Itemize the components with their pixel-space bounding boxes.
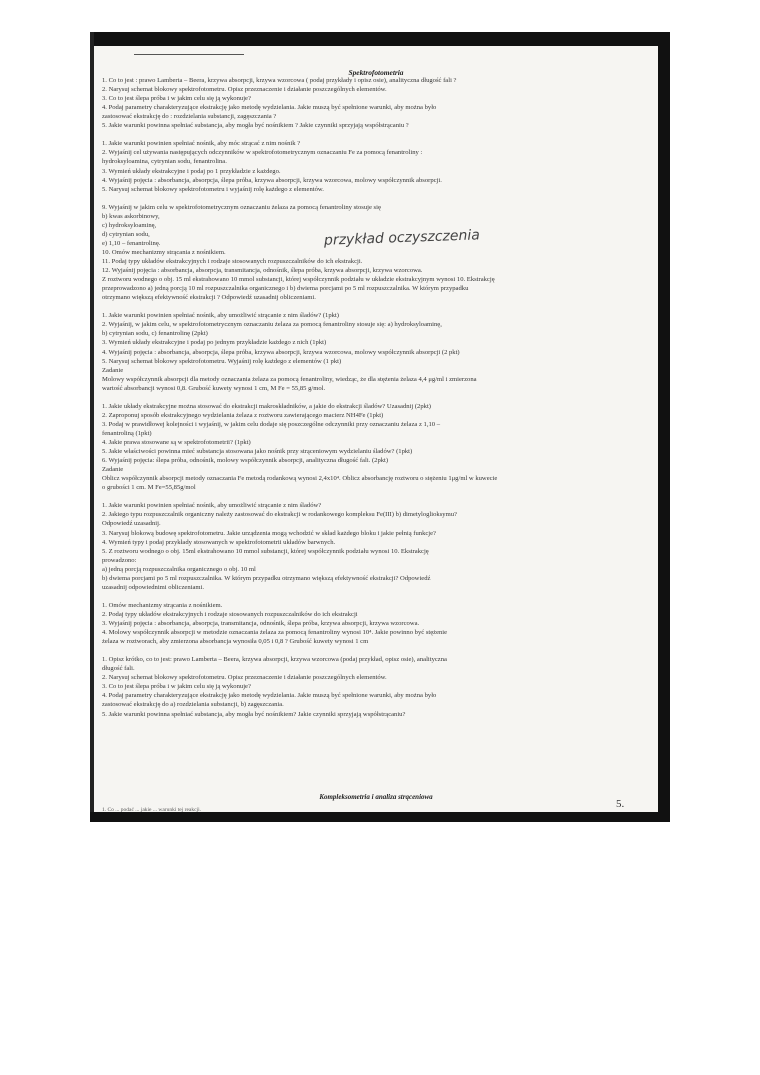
text-line: 1. Jakie warunki powinien spełniać nośnik, aby umożliwić strącanie z nim śladów? [102,502,322,510]
text-line: b) cytrynian sodu, c) fenantrolinę (2pkt) [102,330,208,338]
text-line: Zadanie [102,366,124,374]
text-line: 2. Wyjaśnij cel używania następujących odczynników w spektrofotometrycznym oznaczaniu Fe za pomocą fenantroliny : [102,149,423,157]
text-line: 3. Narysuj blokową budowę spektrofotometru. Jakie urządzenia mogą wchodzić w skład każdego bloku i jakie pełnią funkcje? [102,529,436,537]
scan-edge-bottom [90,812,670,822]
text-line: 12. Wyjaśnij pojęcia : absorbancja, absorpcja, transmitancja, odnośnik, ślepa próba, krzywa absorpcji, krzywa wzorcowa. [102,267,423,275]
text-line: 5. Jakie warunki powinna spełniać substancja, aby mogła być nośnikiem? Jakie czynniki sprzyjają współstrącaniu? [102,710,406,718]
text-line: 2. Narysuj schemat blokowy spektrofotometru. Opisz przeznaczenie i działanie poszczególnych elementów. [102,86,387,94]
text-line: 2. Wyjaśnij, w jakim celu, w spektrofotometrycznym oznaczaniu żelaza za pomocą fenantroliny stosuje się: a) hydroksyloaminę, [102,321,442,329]
text-line: b) dwiema porcjami po 5 ml rozpuszczalnika. W którym przypadku otrzymano większą efektywność ekstrakcji? Odpowiedź [102,574,431,582]
text-line: 5. Z roztworu wodnego o obj. 15ml ekstrahowano 10 mmol substancji, której współczynnik podziału wynosi 10. Ekstrakcję [102,547,429,555]
text-line: zastosować ekstrakcję do a) rozdzielania substancji, b) zagęszczania. [102,701,284,709]
text-line: Molowy współczynnik absorpcji dla metody oznaczania żelaza za pomocą fenantroliny, wiedząc, że dla stężenia żelaza 4,4 μg/ml i zmierzona [102,375,477,383]
text-line: Zadanie [102,466,124,474]
text-line: Z roztworu wodnego o obj. 15 ml ekstrahowano 10 mmol substancji, której współczynnik podziału w układzie ekstrakcyjnym wynosi 10. Ekstrakcję [102,276,495,284]
text-line: c) hydroksyloaminę, [102,221,157,229]
text-line: 4. Wyjaśnij pojęcia : absorbancja, absorpcja, ślepa próba, krzywa absorpcji, krzywa wzorcowa, molowy współczynnik absorpcji. [102,176,442,184]
footer-title: Kompleksometria i analiza strąceniowa [319,793,433,801]
handwritten-note: przykład oczyszczenia [323,227,481,249]
text-line: 9. Wyjaśnij w jakim celu w spektrofotometrycznym oznaczaniu żelaza za pomocą fenantroliny stosuje się [102,203,381,211]
text-line: e) 1,10 – fenantrolinę. [102,239,161,247]
text-line: 2. Podaj typy układów ekstrakcyjnych i rodzaje stosowanych rozpuszczalników do ich ekstrakcji [102,610,358,618]
text-line: uzasadnij odpowiednimi obliczeniami. [102,583,204,591]
text-line: 3. Co to jest ślepa próba i w jakim celu się ją wykonuje? [102,95,251,103]
text-line: fenantroliną (1pkt) [102,429,152,437]
text-line: 3. Wymień układy ekstrakcyjne i podaj po jednym przykładzie każdego z nich (1pkt) [102,339,327,347]
page-title: Spektrofotometria [348,68,404,77]
text-line: 4. Molowy współczynnik absorpcji w metodzie oznaczania żelaza za pomocą fenantroliny wynosi 10⁴. Jakie powinno być stężenie [102,629,448,637]
text-line: 4. Podaj parametry charakteryzujące ekstrakcję jako metodę wydzielania. Jakie muszą być spełnione warunki, aby można było [102,104,437,112]
page-number: 5. [616,798,625,810]
text-line: Oblicz współczynnik absorpcji metody oznaczania Fe metodą rodankową wynosi 2,4x10⁴. Oblicz absorbancję roztworu o stężeniu 1μg/ml w kuwecie [102,475,498,483]
text-line: 4. Jakie prawa stosowane są w spektrofotometrii? (1pkt) [102,439,251,446]
text-line: 1. Jakie warunki powinien spełniać nośnik, aby móc strącać z nim nośnik ? [102,140,301,148]
footer-line: 1. Co ... podać ... jakie ... warunki tej reakcji. [102,807,201,812]
text-line: a) jedną porcją rozpuszczalnika organicznego o obj. 10 ml [102,565,256,573]
text-line: 1. Jakie układy ekstrakcyjne można stosować do ekstrakcji makroskładników, a jakie do ekstrakcji śladów? Uzasadnij (2pkt) [102,402,431,410]
text-line: 11. Podaj typy układów ekstrakcyjnych i rodzaje stosowanych rozpuszczalników do ich ekstrakcji. [102,258,363,265]
text-line: 5. Jakie właściwości powinna mieć substancja stosowana jako nośnik przy strąceniowym wydzielaniu śladów? (1pkt) [102,448,413,456]
text-line: 1. Co to jest : prawo Lamberta – Beera, krzywa absorpcji, krzywa wzorcowa ( podaj przykłady i opisz osie), analityczna długość fali ? [102,77,457,84]
text-line: 1. Opisz krótko, co to jest: prawo Lamberta – Beera, krzywa absorpcji, krzywa wzorcowa (podaj przykład, opisz osie), analityczna [102,656,447,664]
text-line: 4. Wyjaśnij pojęcia : absorbancja, absorpcja, ślepa próba, krzywa absorpcji, krzywa wzorcowa, molowy współczynnik absorpcji (2 pkt) [102,348,460,356]
scan-edge-top [90,32,670,46]
text-line: 2. Zaproponuj sposób ekstrakcyjnego wydzielania żelaza z roztworu zawierającego macierz NH4Fe (1pkt) [102,411,384,419]
scanned-page [94,46,658,812]
text-line: 5. Jakie warunki powinna spełniać substancja, aby mogła być nośnikiem ? Jakie czynniki sprzyjają współstrącaniu ? [102,122,409,130]
text-line: b) kwas askorbinowy, [102,212,160,220]
text-line: zastosować ekstrakcję do : rozdzielania substancji, zagęszczania ? [102,113,277,121]
text-line: 4. Podaj parametry charakteryzujące ekstrakcję jako metodę wydzielania. Jakie muszą być spełnione warunki, aby można było [102,692,437,700]
text-line: hydroksyloamina, cytrynian sodu, fenantrolina. [102,158,227,166]
text-line: o grubości 1 cm. M Fe=55,85g/mol [102,484,196,492]
text-line: 3. Podaj w prawidłowej kolejności i wyjaśnij, w jakim celu dodaje się poszczególne odczynniki przy oznaczaniu żelaza z 1,10 – [102,420,441,428]
text-line: 1. Omów mechanizmy strącania z nośnikiem. [102,601,223,609]
text-line: otrzymano większą efektywność ekstrakcji ? Odpowiedź uzasadnij obliczeniami. [102,294,316,302]
text-line: 2. Narysuj schemat blokowy spektrofotometru. Opisz przeznaczenie i działanie poszczególnych elementów. [102,674,387,682]
text-line: żelaza w roztworach, aby zmierzona absorbancja wynosiła 0,05 i 0,8 ? Grubość kuwety wynosi 1 cm [102,638,369,646]
text-line: Odpowiedź uzasadnij. [102,520,161,528]
text-line: 6. Wyjaśnij pojęcia: ślepa próba, odnośnik, molowy współczynnik absorpcji, analityczna długość fali. (2pkt) [102,457,389,465]
text-line: d) cytrynian sodu, [102,230,150,238]
text-line: 10. Omów mechanizmy strącania z nośnikiem. [102,248,226,256]
text-line: 5. Narysuj schemat blokowy spektrofotometru. Wyjaśnij rolę każdego z elementów (1 pkt) [102,357,342,365]
text-line: prowadzono: [102,556,137,564]
text-line: długość fali. [102,665,135,673]
text-line: 3. Co to jest ślepa próba i w jakim celu się ją wykonuje? [102,683,251,691]
scan-edge-right [658,32,670,822]
text-line: 3. Wyjaśnij pojęcia : absorbancja, absorpcja, transmitancja, odnośnik, ślepa próba, krzywa absorpcji, krzywa wzorcowa. [102,620,420,627]
text-line: 4. Wymień typy i podaj przykłady stosowanych w spektrofotometrii układów barwnych. [102,538,336,546]
text-line: przeprowadzono a) jedną porcją 10 ml rozpuszczalnika organicznego i b) dwiema porcjami po 5 ml rozpuszczalnika. W którym przypadku [102,285,469,293]
text-line: 5. Narysuj schemat blokowy spektrofotometru i wyjaśnij rolę każdego z elementów. [102,185,324,193]
text-line: wartość absorbancji wynosi 0,8. Grubość kuwety wynosi 1 cm, M Fe = 55,85 g/mol. [102,384,326,392]
ink-stroke [134,54,244,55]
text-line: 3. Wymień układy ekstrakcyjne i podaj po 1 przykładzie z każdego. [102,167,281,175]
text-line: 2. Jakiego typu rozpuszczalnik organiczny należy zastosować do ekstrakcji w rodankowego kompleksu Fe(III) b) dimetyloglioksymu? [102,511,457,519]
text-line: 1. Jakie warunki powinien spełniać nośnik, aby umożliwić strącanie z nim śladów? (1pkt) [102,312,339,320]
